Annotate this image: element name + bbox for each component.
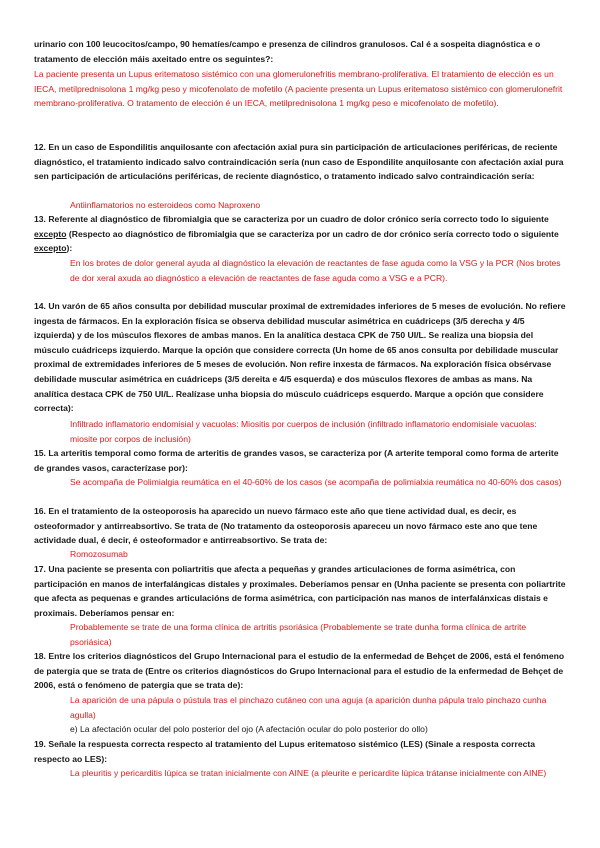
question-16: 16. En el tratamiento de la osteoporosis ha aparecido un nuevo fármaco este año que tiene actividad dual, es decir, es osteoformador y antirreabsortivo. Se trata de (No tratamento da osteoporosis apareceu un novo fármaco este ano que tene actividade dual, é decir, é osteoformador e antirreabsortivo. Se trata de: [34, 506, 538, 546]
option-18-e: e) La afectación ocular del polo posterior del ojo (A afectación ocular do polo posterior do ollo) [70, 724, 428, 734]
answer-13: En los brotes de dolor general ayuda al diagnóstico la elevación de reactantes de fase aguda como la VSG y la PCR (Nos brotes de dor xeral axuda ao diagnóstico a elevación de reactantes de fase aguda como a VSG e a PCR). [70, 258, 561, 283]
question-13-except-1: excepto [34, 228, 67, 239]
answer-12: Antiinflamatorios no esteroideos como Naproxeno [70, 200, 261, 210]
question-14: 14. Un varón de 65 años consulta por debilidad muscular proximal de extremidades inferiores de 5 meses de evolución. No refiere ingesta de fármacos. En la exploración física se observa debilidad muscular asimétrica en cuádriceps (3/5 derecha y 4/5 izquierda) y de los músculos flexores de ambas manos. En la analítica destaca CPK de 750 UI/L. Se realiza una biopsia del músculo cuádriceps izquierdo. Marque la opción que considere correcta (Un home de 65 anos consulta por debilidade muscular proximal de extremidades inferiores de 5 meses de evolución. Non refire inxesta de fármacos. Na exploración física obsérvase debilidade muscular asimétrica en cuádriceps (3/5 dereita e 4/5 esquerda) e dos músculos flexores de ambas as mans. Na analítica destaca CPK de 750 UI/L. Realízase unha biopsia do músculo cuádriceps esquerdo. Marque a opción que considere correcta): [34, 301, 566, 414]
answer-19: La pleuritis y pericarditis lúpica se tratan inicialmente con AINE (a pleurite e pericardite lúpica trátanse inicialmente con AINE) [70, 768, 547, 778]
question-13-part3: ): [66, 243, 73, 254]
answer-17: Probablemente se trate de una forma clínica de artritis psoriásica (Probablemente se trate dunha forma clínica de artrite psoriásica) [70, 622, 527, 647]
question-13-part1: 13. Referente al diagnóstico de fibromialgia que se caracteriza por un cuadro de dolor crónico sería correcto todo lo siguiente [34, 214, 549, 224]
question-13-part2: (Respecto ao diagnóstico de fibromialgia que se caracteriza por un cadro de dor crónico sería correcto todo o siguiente [66, 228, 559, 239]
question-11-tail: urinario con 100 leucocitos/campo, 90 hematíes/campo e presenza de cilindros granulosos. Cal é a sospeita diagnóstica e o tratamento de elección máis axeitado entre os seguintes?: [34, 39, 541, 64]
answer-18: La aparición de una pápula o pústula tras el pinchazo cutáneo con una aguja (a aparición dunha pápula tralo pinchazo cunha agulla) [70, 695, 547, 720]
answer-15: Se acompaña de Polimialgia reumática en el 40-60% de los casos (se acompaña de polimialxia reumática no 40-60% dos casos) [70, 477, 562, 487]
question-12: 12. En un caso de Espondilitis anquilosante con afectación axial pura sin participación de articulaciones periféricas, de reciente diagnóstico, el tratamiento indicado salvo contraindicación sería (nun caso de Espondilite anquilosante con afectación axial pura sen participación de articulacións periféricas, de reciente diagnóstico, o tratamento indicado salvo contraindicación sería: [34, 142, 564, 182]
question-17: 17. Una paciente se presenta con poliartritis que afecta a pequeñas y grandes articulaciones de forma asimétrica, con participación en manos de interfalángicas distales y proximales. Deberíamos pensar en (Unha paciente se presenta con poliartrite que afecta as pequenas e grandes articulacións de forma asimétrica, con participación nas manos de interfalánxicas distais e proximais. Deberíamos pensar en: [34, 564, 566, 618]
question-18: 18. Entre los criterios diagnósticos del Grupo Internacional para el estudio de la enfermedad de Behçet de 2006, está el fenómeno de patergia que se trata de (Entre os criterios diagnósticos do Grupo Internacional para el estudio de la enfermedad de Behçet de 2006, está o fenómeno de patergia que se trata de): [34, 651, 565, 691]
question-19: 19. Señale la respuesta correcta respecto al tratamiento del Lupus eritematoso sistémico (LES) (Sinale a resposta correcta respecto ao LES): [34, 739, 536, 764]
answer-16: Romozosumab [70, 549, 128, 559]
question-13-except-2: excepto [34, 243, 67, 254]
question-13 [34, 212, 566, 256]
question-15: 15. La arteritis temporal como forma de arteritis de grandes vasos, se caracteriza por (A arterite temporal como forma de arterite de grandes vasos, caracterízase por): [34, 448, 559, 473]
answer-14: Infiltrado inflamatorio endomisial y vacuolas: Miositis por cuerpos de inclusión (infiltrado inflamatorio endomisiale vacuolas: miosite por corpos de inclusión) [70, 419, 537, 444]
answer-11: La paciente presenta un Lupus eritematoso sistémico con una glomerulonefritis membrano-proliferativa. El tratamiento de elección es un IECA, metilprednisolona 1 mg/kg peso y micofenolato de mofetilo (A paciente presenta un Lupus eritematoso sistémico con glomerulonefrit membrano-proliferativa. O tratamento de elección é un IECA, metilprednisolona 1 mg/kg peso e micofenolato de mofetilo). [34, 69, 563, 109]
